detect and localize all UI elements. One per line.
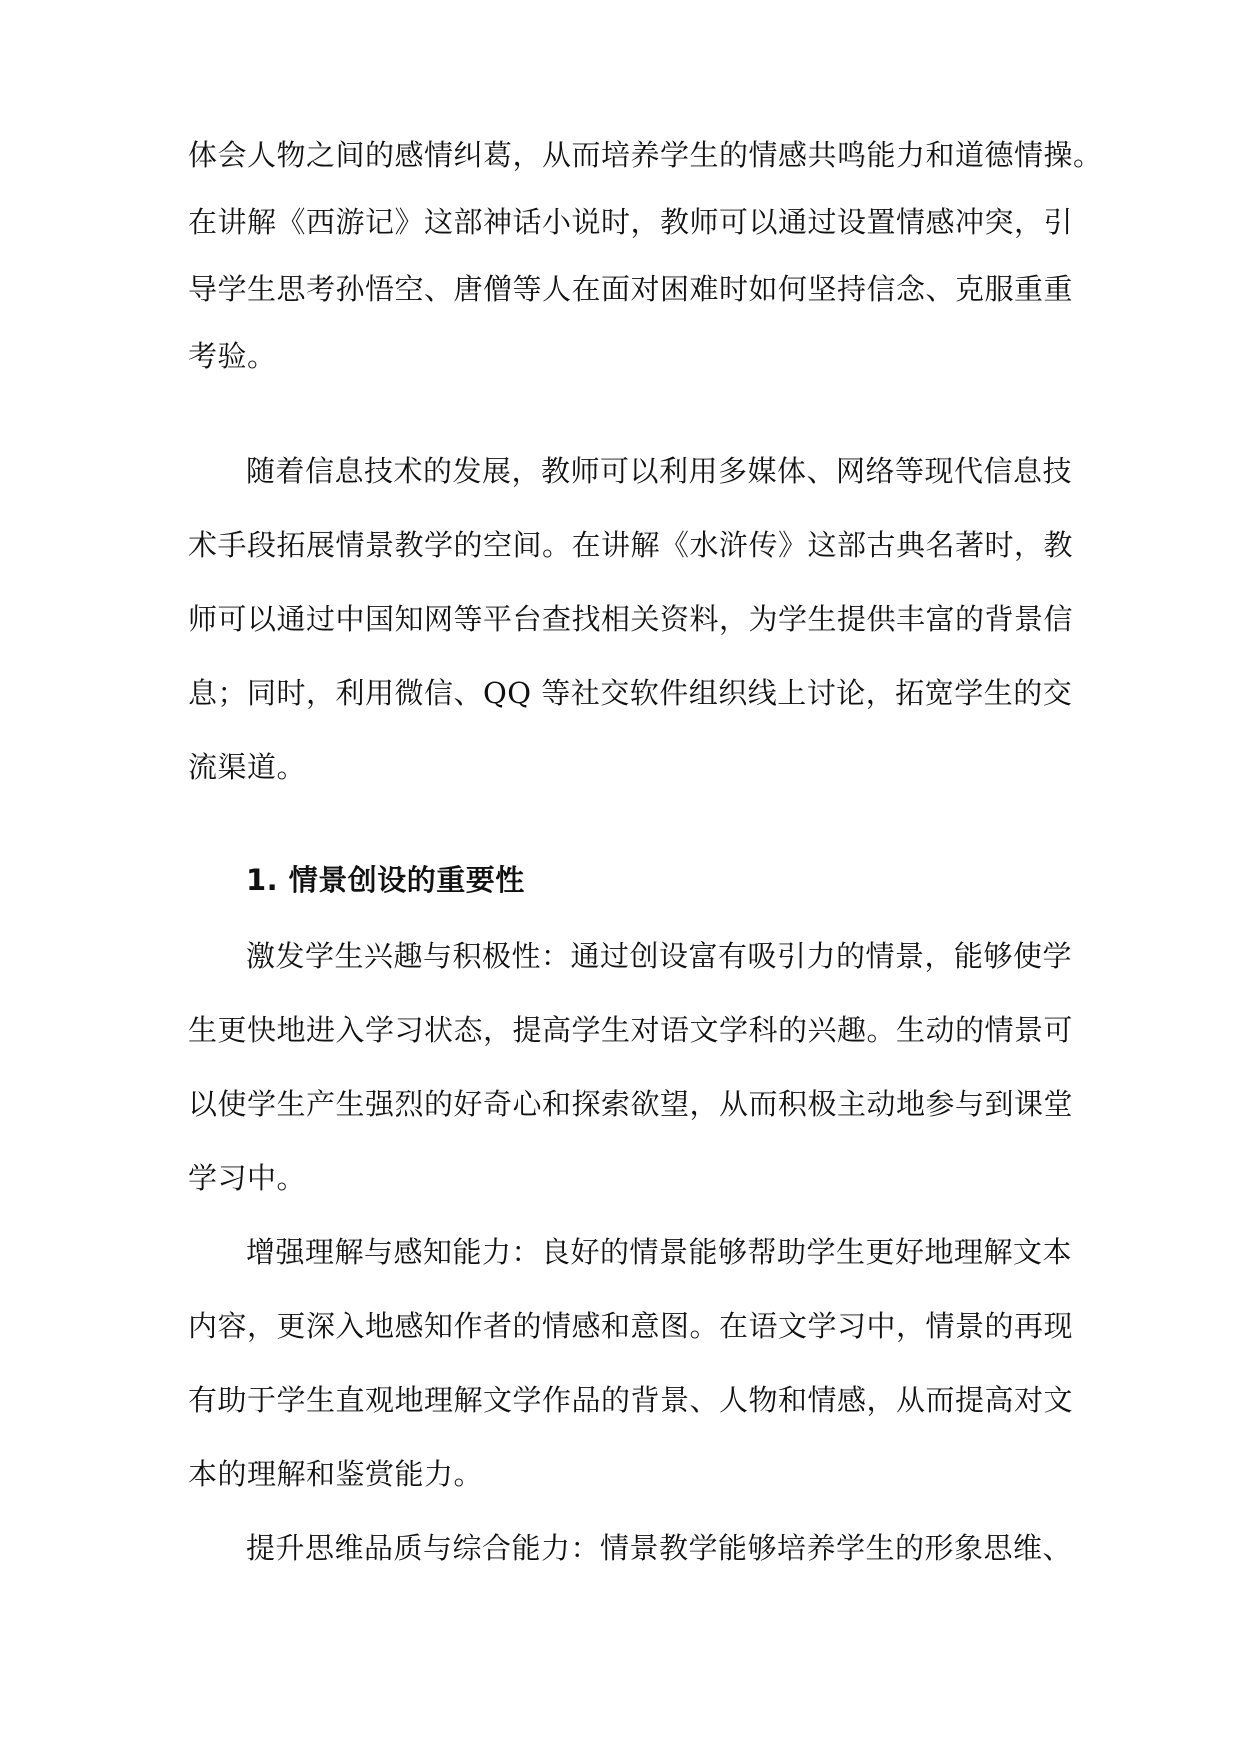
paragraph-2-line-1: 随着信息技术的发展，教师可以利用多媒体、网络等现代信息技 xyxy=(246,454,1073,488)
paragraph-3-line-4: 学习中。 xyxy=(188,1161,307,1195)
paragraph-1-line-4: 考验。 xyxy=(188,339,277,373)
paragraph-3-line-2: 生更快地进入学习状态，提高学生对语文学科的兴趣。生动的情景可 xyxy=(188,1013,1074,1047)
paragraph-2-line-2: 术手段拓展情景教学的空间。在讲解《水浒传》这部古典名著时，教 xyxy=(188,528,1074,562)
paragraph-3-line-3: 以使学生产生强烈的好奇心和探索欲望，从而积极主动地参与到课堂 xyxy=(188,1087,1074,1121)
paragraph-2-line-4: 息；同时，利用微信、QQ 等社交软件组织线上讨论，拓宽学生的交 xyxy=(188,676,1073,710)
paragraph-1-line-3: 导学生思考孙悟空、唐僧等人在面对困难时如何坚持信念、克服重重 xyxy=(188,272,1074,306)
paragraph-3-line-1: 激发学生兴趣与积极性：通过创设富有吸引力的情景，能够使学 xyxy=(246,939,1073,973)
paragraph-2-line-3: 师可以通过中国知网等平台查找相关资料，为学生提供丰富的背景信 xyxy=(188,602,1074,636)
section-heading: 1. 情景创设的重要性 xyxy=(246,863,525,897)
paragraph-4-line-4: 本的理解和鉴赏能力。 xyxy=(188,1457,484,1491)
paragraph-1-line-2: 在讲解《西游记》这部神话小说时，教师可以通过设置情感冲突，引 xyxy=(188,205,1074,239)
paragraph-4-line-2: 内容，更深入地感知作者的情感和意图。在语文学习中，情景的再现 xyxy=(188,1309,1074,1343)
paragraph-4-line-1: 增强理解与感知能力：良好的情景能够帮助学生更好地理解文本 xyxy=(246,1235,1073,1269)
paragraph-5-line-1: 提升思维品质与综合能力：情景教学能够培养学生的形象思维、 xyxy=(246,1531,1073,1565)
paragraph-1-line-1: 体会人物之间的感情纠葛，从而培养学生的情感共鸣能力和道德情操。 xyxy=(188,138,1103,172)
paragraph-2-line-5: 流渠道。 xyxy=(188,750,307,784)
paragraph-4-line-3: 有助于学生直观地理解文学作品的背景、人物和情感，从而提高对文 xyxy=(188,1383,1074,1417)
